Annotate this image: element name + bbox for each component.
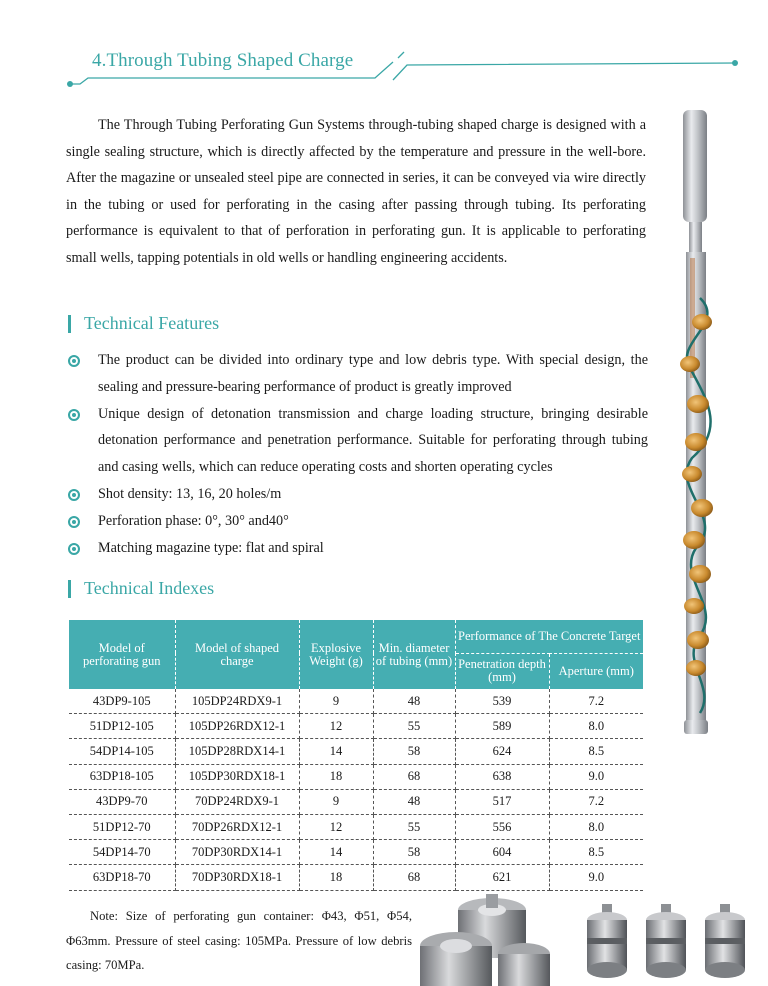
features-heading — [68, 313, 219, 334]
indexes-heading — [68, 578, 214, 599]
technical-indexes-table — [69, 620, 643, 891]
bullet-icon — [68, 543, 80, 555]
table-row: 43DP9-70 70DP24RDX9-1 9 48 517 7.2 — [69, 789, 643, 814]
col-header-model-charge: Model of shaped charge — [175, 620, 299, 689]
feature-item: Matching magazine type: flat and spiral — [66, 535, 648, 562]
table-row: 54DP14-105 105DP28RDX14-1 14 58 624 8.5 — [69, 739, 643, 764]
bullet-icon — [68, 489, 80, 501]
indexes-heading-text: Technical Indexes — [84, 578, 215, 598]
feature-item: The product can be divided into ordinary type and low debris type. With special design, the sealing and pressure-bearing performance of product is greatly improved — [66, 347, 648, 401]
table-row: 43DP9-105 105DP24RDX9-1 9 48 539 7.2 — [69, 689, 643, 714]
features-list — [66, 347, 648, 561]
col-header-min-diameter: Min. diameter of tubing (mm) — [373, 620, 455, 689]
table-row: 51DP12-105 105DP26RDX12-1 12 55 589 8.0 — [69, 714, 643, 739]
feature-item: Shot density: 13, 16, 20 holes/m — [66, 481, 648, 508]
table-row: 63DP18-70 70DP30RDX18-1 18 68 621 9.0 — [69, 865, 643, 890]
table-row: 54DP14-70 70DP30RDX14-1 14 58 604 8.5 — [69, 840, 643, 865]
shaped-charge-pair-illustration — [414, 888, 554, 986]
heading-bar — [68, 315, 71, 333]
col-header-aperture: Aperture (mm) — [549, 653, 643, 689]
section-title: 4.Through Tubing Shaped Charge — [92, 50, 354, 71]
perforating-gun-assembly-illustration — [676, 108, 746, 740]
bullet-icon — [68, 516, 80, 528]
col-header-penetration: Penetration depth (mm) — [455, 653, 549, 689]
col-header-performance: Performance of The Concrete Target — [455, 620, 643, 653]
col-header-explosive: Explosive Weight (g) — [299, 620, 373, 689]
table-row: 51DP12-70 70DP26RDX12-1 12 55 556 8.0 — [69, 814, 643, 839]
features-heading-text: Technical Features — [84, 313, 220, 333]
note-text: Note: Size of perforating gun container: Φ43, Φ51, Φ54, Φ63mm. Pressure of steel casing: 105MPa. Pressure of low debris casing: 70MPa. — [66, 909, 412, 972]
bullet-icon — [68, 355, 80, 367]
bullet-icon — [68, 409, 80, 421]
shaped-charge-trio-illustration — [580, 902, 752, 986]
intro-paragraph: The Through Tubing Perforating Gun Systems through-tubing shaped charge is designed with a single sealing structure, which is directly affected by the temperature and pressure in the well-bore. After the magazine or unsealed steel pipe are connected in series, it can be conveyed via wire directly in the tubing or used for perforating in the casing after passing through tubing. Its perforating performance is equivalent to that of perforation in perforating gun. It is applicable to perforating small wells, tapping potentials in old wells or handling engineering accidents. — [66, 117, 646, 266]
feature-item: Unique design of detonation transmission and charge loading structure, bringing desirable detonation performance and penetration performance. Suitable for perforating through tubing and casing wells, which can reduce operating costs and shorten operating cycles — [66, 401, 648, 481]
table-row: 63DP18-105 105DP30RDX18-1 18 68 638 9.0 — [69, 764, 643, 789]
heading-bar — [68, 580, 71, 598]
col-header-model-gun: Model of perforating gun — [69, 620, 175, 689]
feature-item: Perforation phase: 0°, 30° and40° — [66, 508, 648, 535]
